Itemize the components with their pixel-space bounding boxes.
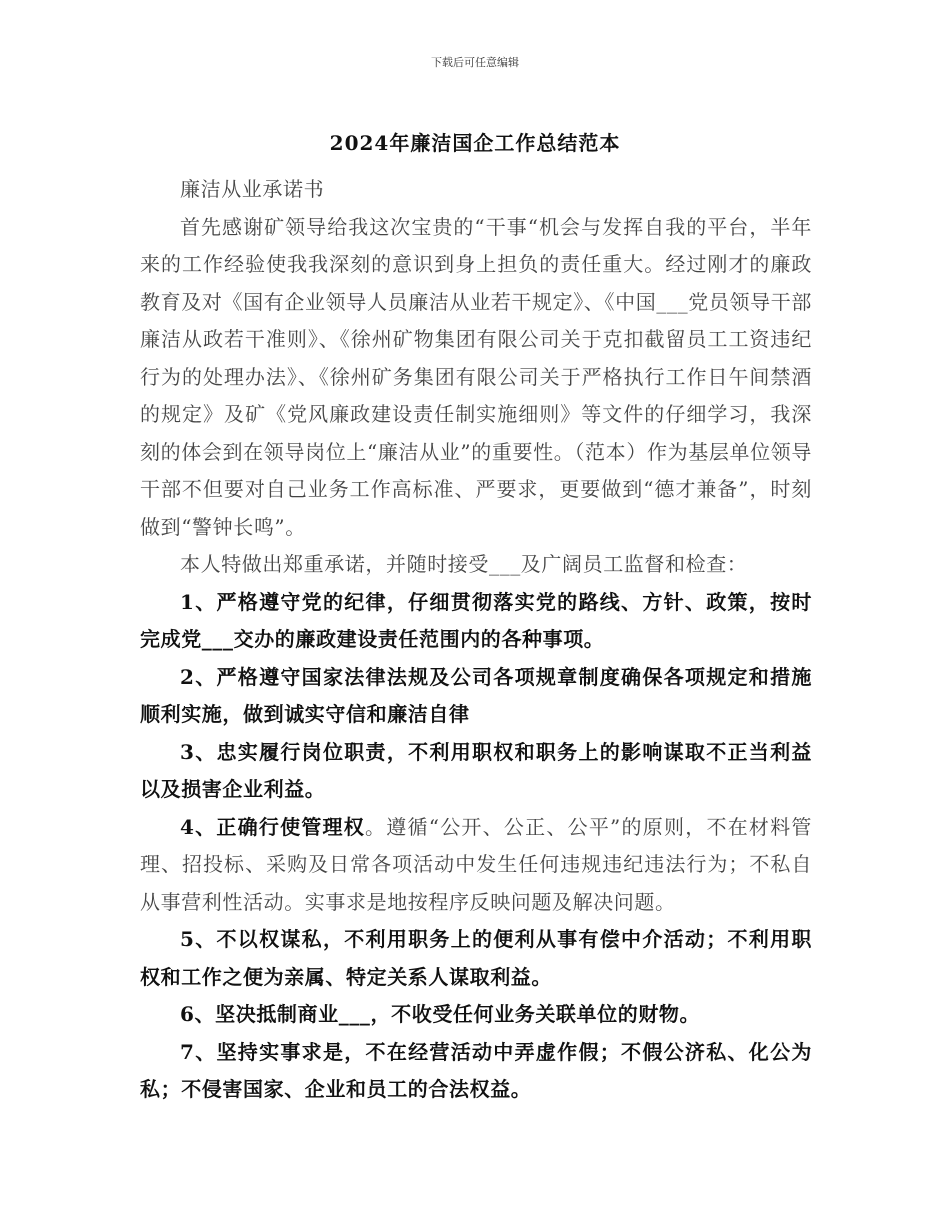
pledge-item-7: 7、坚持实事求是，不在经营活动中弄虚作假；不假公济私、化公为私；不侵害国家、企业和员工的合法权益。 xyxy=(140,1039,812,1101)
pledge-item-4-text: 。遵循“公开、公正、公平”的原则，不在材料管理、招投标、采购及日常各项活动中发生任何违规违纪违法行为；不私自从事营利性活动。实事求是地按程序反映问题及解决问题。 xyxy=(140,814,812,914)
intro-paragraph: 首先感谢矿领导给我这次宝贵的“干事“机会与发挥自我的平台，半年来的工作经验使我我深刻的意识到身上担负的责任重大。经过刚才的廉政教育及对《国有企业领导人员廉洁从业若干规定》、《中国___党员领导干部廉洁从政若干准则》、《徐州矿物集团有限公司关于克扣截留员工工资违纪行为的处理办法》、《徐州矿务集团有限公司关于严格执行工作日午间禁酒的规定》及矿《党风廉政建设责任制实施细则》等文件的仔细学习，我深刻的体会到在领导岗位上“廉洁从业”的重要性。（范本）作为基层单位领导干部不但要对自己业务工作高标准、严要求，更要做到“德才兼备”，时刻做到“警钟长鸣”。 xyxy=(140,214,812,539)
pledge-item-4 xyxy=(140,809,812,922)
pledge-item-2: 2、严格遵守国家法律法规及公司各项规章制度确保各项规定和措施顺利实施，做到诚实守信和廉洁自律 xyxy=(140,664,812,726)
pledge-item-4-lead: 4、正确行使管理权 xyxy=(180,814,366,839)
pledge-item-1: 1、严格遵守党的纪律，仔细贯彻落实党的路线、方针、政策，按时完成党___交办的廉政建设责任范围内的各种事项。 xyxy=(140,589,812,651)
pledge-item-5: 5、不以权谋私，不利用职务上的便利从事有偿中介活动；不利用职权和工作之便为亲属、特定关系人谋取利益。 xyxy=(140,927,812,989)
document-title: 2024年廉洁国企工作总结范本 xyxy=(329,131,621,155)
document-body xyxy=(140,171,812,1109)
pledge-item-6: 6、坚决抵制商业___，不收受任何业务关联单位的财物。 xyxy=(180,1002,701,1026)
pledge-heading: 廉洁从业承诺书 xyxy=(180,177,325,201)
pledge-item-3: 3、忠实履行岗位职责，不利用职权和职务上的影响谋取不正当利益以及损害企业利益。 xyxy=(140,739,812,801)
promise-paragraph: 本人特做出郑重承诺，并随时接受___及广阔员工监督和检查： xyxy=(180,552,748,576)
header-note: 下载后可任意编辑 xyxy=(431,56,519,69)
